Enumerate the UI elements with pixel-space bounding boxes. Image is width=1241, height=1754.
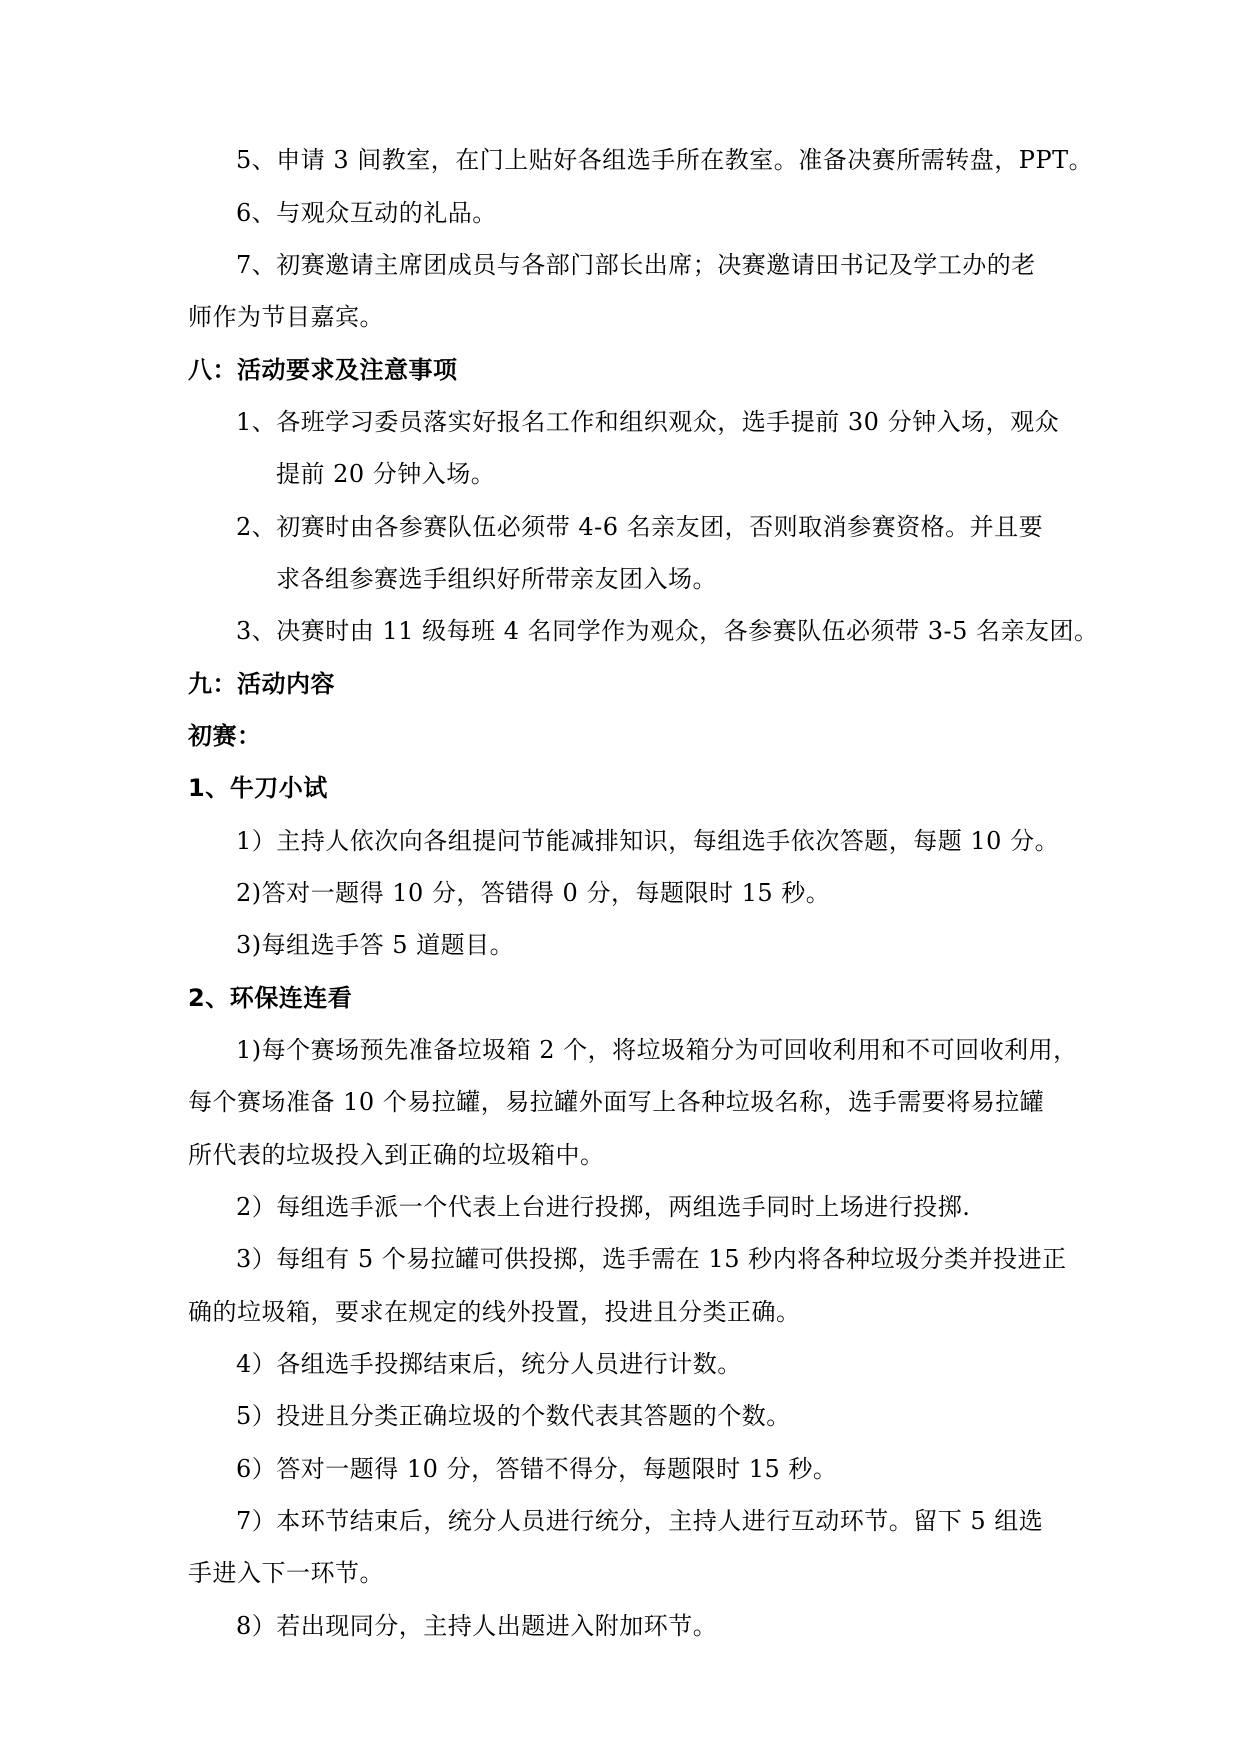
list-item-continuation: 每个赛场准备 10 个易拉罐，易拉罐外面写上各种垃圾名称，选手需要将易拉罐	[188, 1088, 1045, 1116]
list-item: 1）主持人依次向各组提问节能减排知识，每组选手依次答题，每题 10 分。	[236, 827, 1060, 855]
paragraph-line: 5、申请 3 间教室，在门上贴好各组选手所在教室。准备决赛所需转盘，PPT。	[236, 146, 1094, 174]
list-item-continuation: 确的垃圾箱，要求在规定的线外投置，投进且分类正确。	[188, 1298, 801, 1326]
list-item: 4）各组选手投掷结束后，统分人员进行计数。	[236, 1350, 742, 1378]
paragraph-line: 师作为节目嘉宾。	[188, 303, 384, 331]
list-item: 2)答对一题得 10 分，答错得 0 分，每题限时 15 秒。	[236, 879, 831, 907]
subsection-heading: 初赛：	[188, 722, 262, 750]
subsection-heading: 2、环保连连看	[188, 984, 353, 1012]
list-item-continuation: 求各组参赛选手组织好所带亲友团入场。	[276, 565, 717, 593]
section-heading: 九：活动内容	[188, 670, 335, 698]
list-item: 3、决赛时由 11 级每班 4 名同学作为观众，各参赛队伍必须带 3-5 名亲友团。	[236, 617, 1099, 645]
section-heading: 八：活动要求及注意事项	[188, 356, 458, 384]
paragraph-line: 7、初赛邀请主席团成员与各部门部长出席；决赛邀请田书记及学工办的老	[236, 251, 1036, 279]
list-item: 8）若出现同分，主持人出题进入附加环节。	[236, 1612, 718, 1640]
list-item: 7）本环节结束后，统分人员进行统分，主持人进行互动环节。留下 5 组选	[236, 1507, 1044, 1535]
list-item: 5）投进且分类正确垃圾的个数代表其答题的个数。	[236, 1402, 791, 1430]
paragraph-line: 6、与观众互动的礼品。	[236, 199, 497, 227]
list-item-continuation: 手进入下一环节。	[188, 1559, 384, 1587]
list-item: 1)每个赛场预先准备垃圾箱 2 个，将垃圾箱分为可回收利用和不可回收利用，	[236, 1036, 1078, 1064]
list-item-continuation: 提前 20 分钟入场。	[276, 460, 496, 488]
list-item: 2）每组选手派一个代表上台进行投掷，两组选手同时上场进行投掷.	[236, 1193, 971, 1221]
list-item: 2、初赛时由各参赛队伍必须带 4-6 名亲友团，否则取消参赛资格。并且要	[236, 513, 1044, 541]
subsection-heading: 1、牛刀小试	[188, 774, 328, 802]
list-item-continuation: 所代表的垃圾投入到正确的垃圾箱中。	[188, 1141, 605, 1169]
list-item: 3）每组有 5 个易拉罐可供投掷，选手需在 15 秒内将各种垃圾分类并投进正	[236, 1245, 1067, 1273]
list-item: 3)每组选手答 5 道题目。	[236, 931, 515, 959]
list-item: 6）答对一题得 10 分，答错不得分，每题限时 15 秒。	[236, 1455, 838, 1483]
list-item: 1、各班学习委员落实好报名工作和组织观众，选手提前 30 分钟入场，观众	[236, 408, 1060, 436]
